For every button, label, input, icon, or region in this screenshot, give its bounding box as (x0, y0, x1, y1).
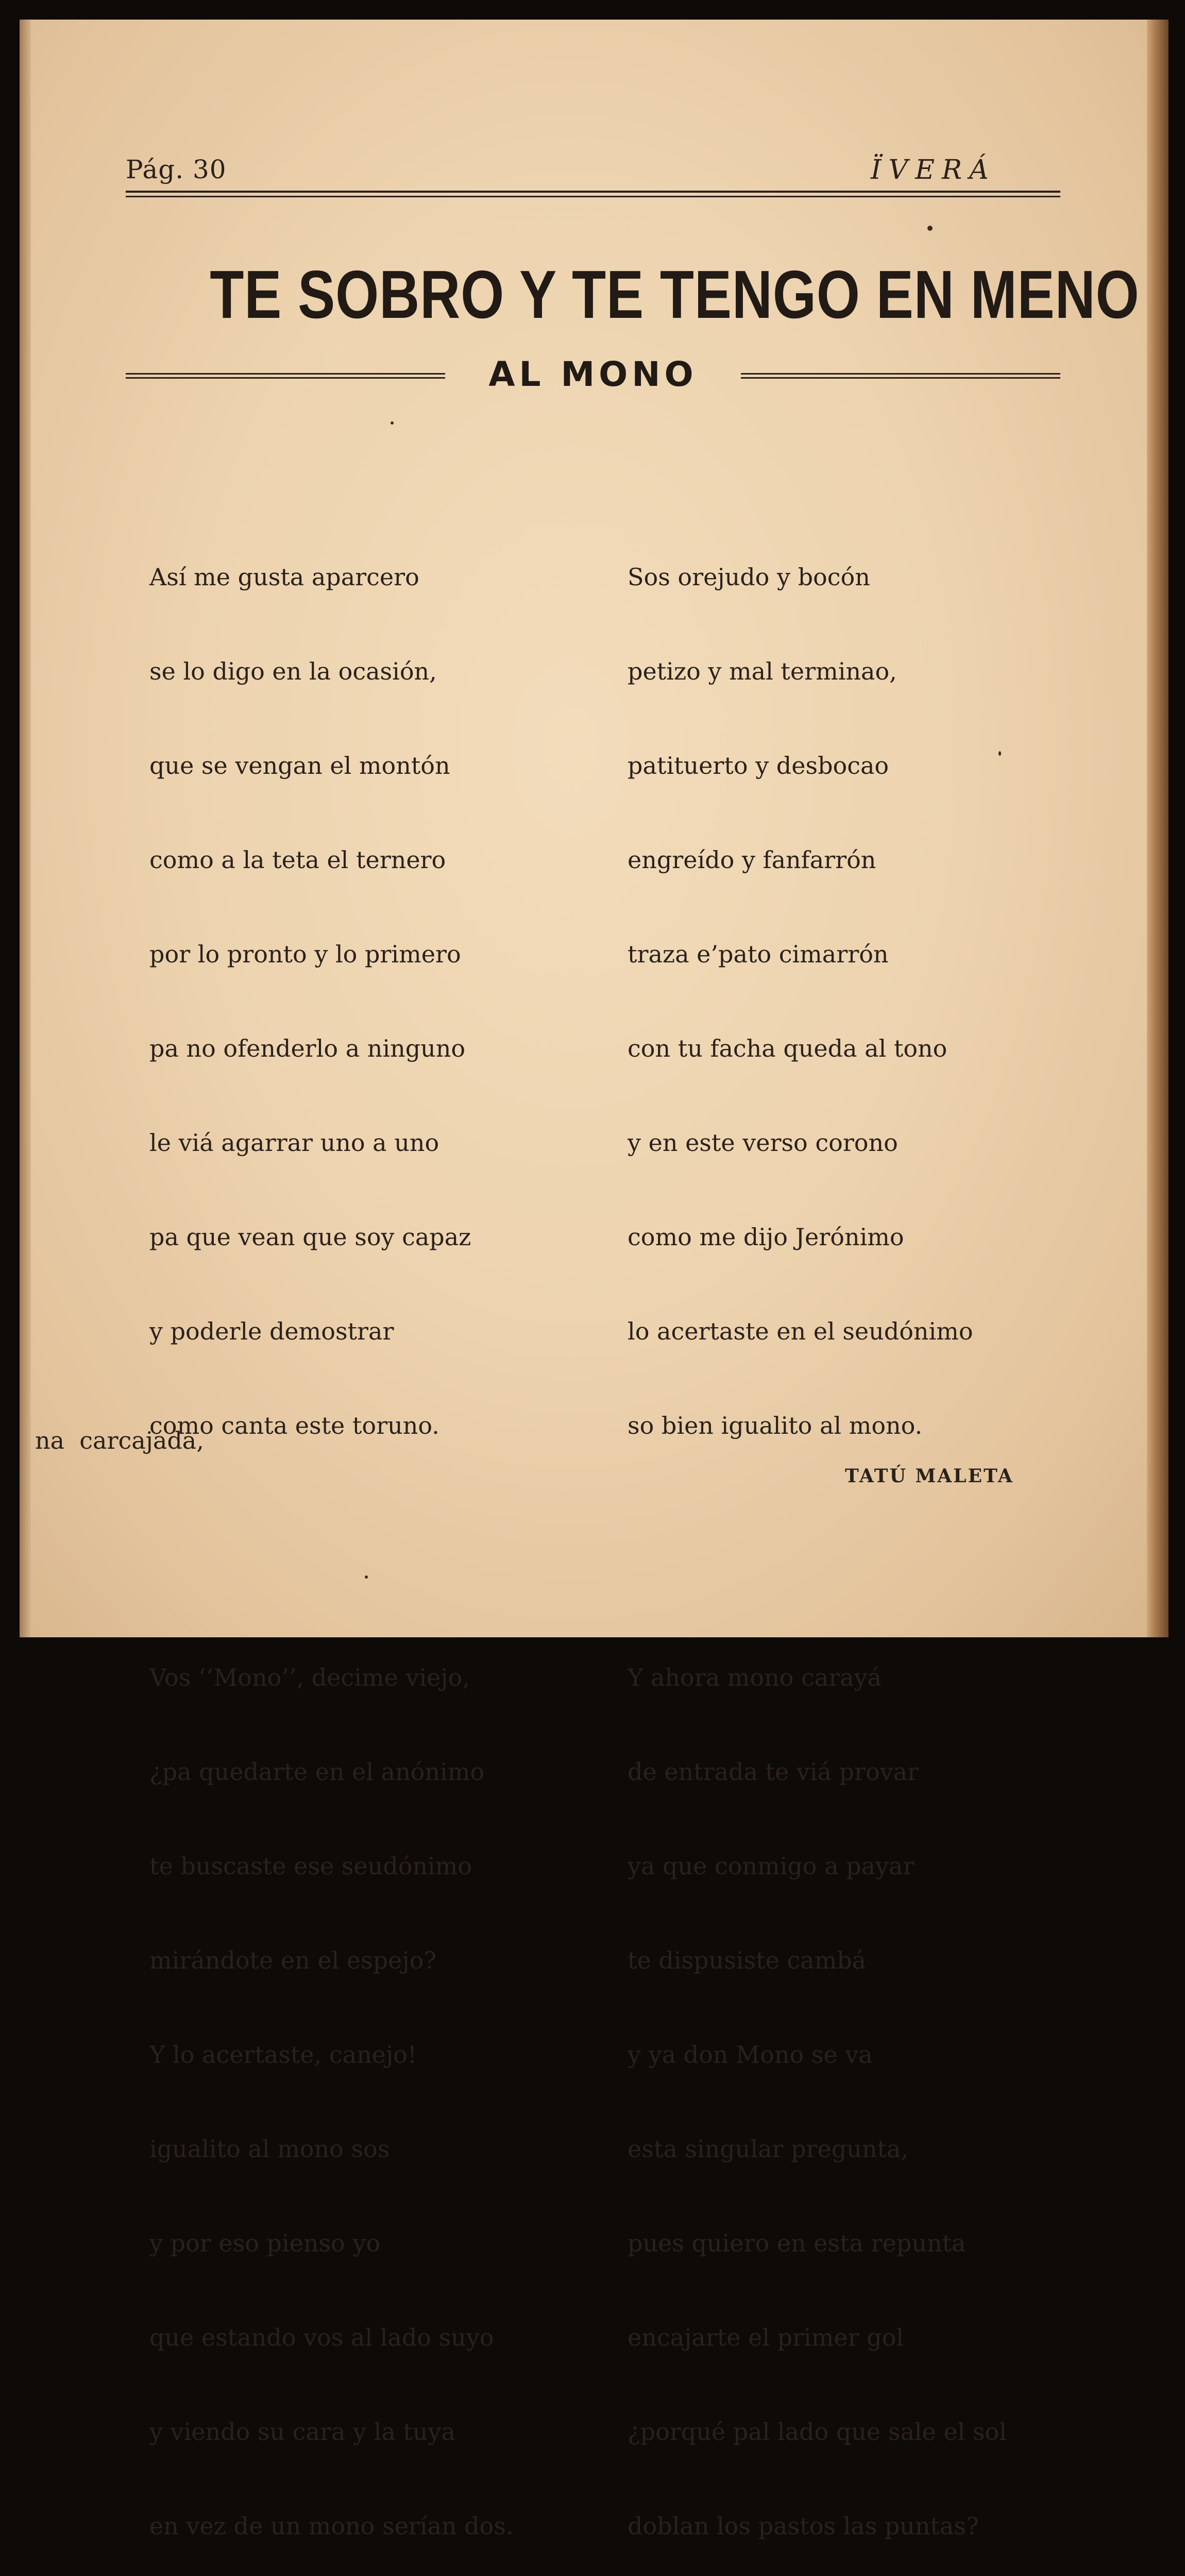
author-signature: TATÚ MALETA (845, 1465, 1014, 1487)
verse-line: con tu facha queda al tono (628, 1035, 947, 1062)
magazine-name: ÏVERÁ (871, 155, 996, 185)
verse-line: Así me gusta aparcero (149, 563, 419, 591)
header-rule (126, 191, 1060, 197)
page-number: Pág. 30 (126, 155, 227, 184)
verse-line: te dispusiste cambá (628, 1946, 867, 1974)
verse-line: traza e’pato cimarrón (628, 940, 889, 968)
paper-speck (927, 226, 933, 231)
verse-line: pa no ofenderlo a ninguno (149, 1035, 466, 1062)
verse-line: encajarte el primer gol (628, 2324, 904, 2351)
verse-line: le viá agarrar uno a uno (149, 1129, 439, 1157)
verse-line: que se vengan el montón (149, 752, 450, 779)
verse-line: Y ahora mono carayá (628, 1664, 882, 1691)
verse-line: petizo y mal terminao, (628, 657, 897, 685)
page-right-edge (1147, 20, 1169, 1637)
verse-line: que estando vos al lado suyo (149, 2324, 494, 2351)
verse-line: como me dijo Jerónimo (628, 1223, 904, 1251)
poem-right-column (628, 436, 1020, 2576)
magazine-page (20, 20, 1169, 2540)
verse-line: lo acertaste en el seudónimo (628, 1317, 973, 1345)
verse-line: mirándote en el espejo? (149, 1946, 436, 1974)
verse-line: como a la teta el ternero (149, 846, 446, 874)
verse-line: como canta este toruno. (149, 1412, 439, 1439)
verse-line: esta singular pregunta, (628, 2135, 909, 2163)
verse-line: Sos orejudo y bocón (628, 563, 870, 591)
verse-line: en vez de un mono serían dos. (149, 2512, 514, 2540)
verse-line: y viendo su cara y la tuya (149, 2418, 455, 2446)
verse-line: Vos ‘‘Mono’’, decime viejo, (149, 1664, 470, 1691)
stanza (149, 1599, 514, 2576)
verse-line: ¿porqué pal lado que sale el sol (628, 2418, 1007, 2446)
page-left-edge (20, 20, 31, 1637)
verse-line: so bien igualito al mono. (628, 1412, 923, 1439)
verse-line-overhang: na carcajada, (35, 1427, 204, 1454)
verse-line: y por eso pienso yo (149, 2229, 381, 2257)
verse-line: ¿pa quedarte en el anónimo (149, 1758, 485, 1786)
verse-line: por lo pronto y lo primero (149, 940, 461, 968)
verse-line: se lo digo en la ocasión, (149, 657, 437, 685)
stanza (628, 1599, 1020, 2576)
verse-line: engreído y fanfarrón (628, 846, 876, 874)
verse-line: pa que vean que soy capaz (149, 1223, 471, 1251)
article-title: TE SOBRO Y TE TENGO EN MENO (210, 257, 1140, 332)
article-subtitle: AL MONO (488, 354, 698, 394)
verse-line: Y lo acertaste, canejo! (149, 2041, 417, 2069)
verse-line: de entrada te viá provar (628, 1758, 919, 1786)
verse-line: ya que conmigo a payar (628, 1852, 915, 1880)
paper-speck (391, 421, 394, 425)
verse-line: te buscaste ese seudónimo (149, 1852, 472, 1880)
verse-line: pues quiero en esta repunta (628, 2229, 966, 2257)
verse-line: doblan los pastos las puntas? (628, 2512, 979, 2540)
subtitle-rule-right (741, 373, 1060, 379)
verse-line: y en este verso corono (628, 1129, 898, 1157)
verse-line: y ya don Mono se va (628, 2041, 873, 2069)
verse-line: patituerto y desbocao (628, 752, 889, 779)
subtitle-row (126, 354, 1060, 401)
stanza (149, 499, 514, 1504)
verse-line: igualito al mono sos (149, 2135, 390, 2163)
stanza (628, 499, 1020, 1504)
verse-line: y poderle demostrar (149, 1317, 394, 1345)
poem-left-column (149, 436, 514, 2576)
